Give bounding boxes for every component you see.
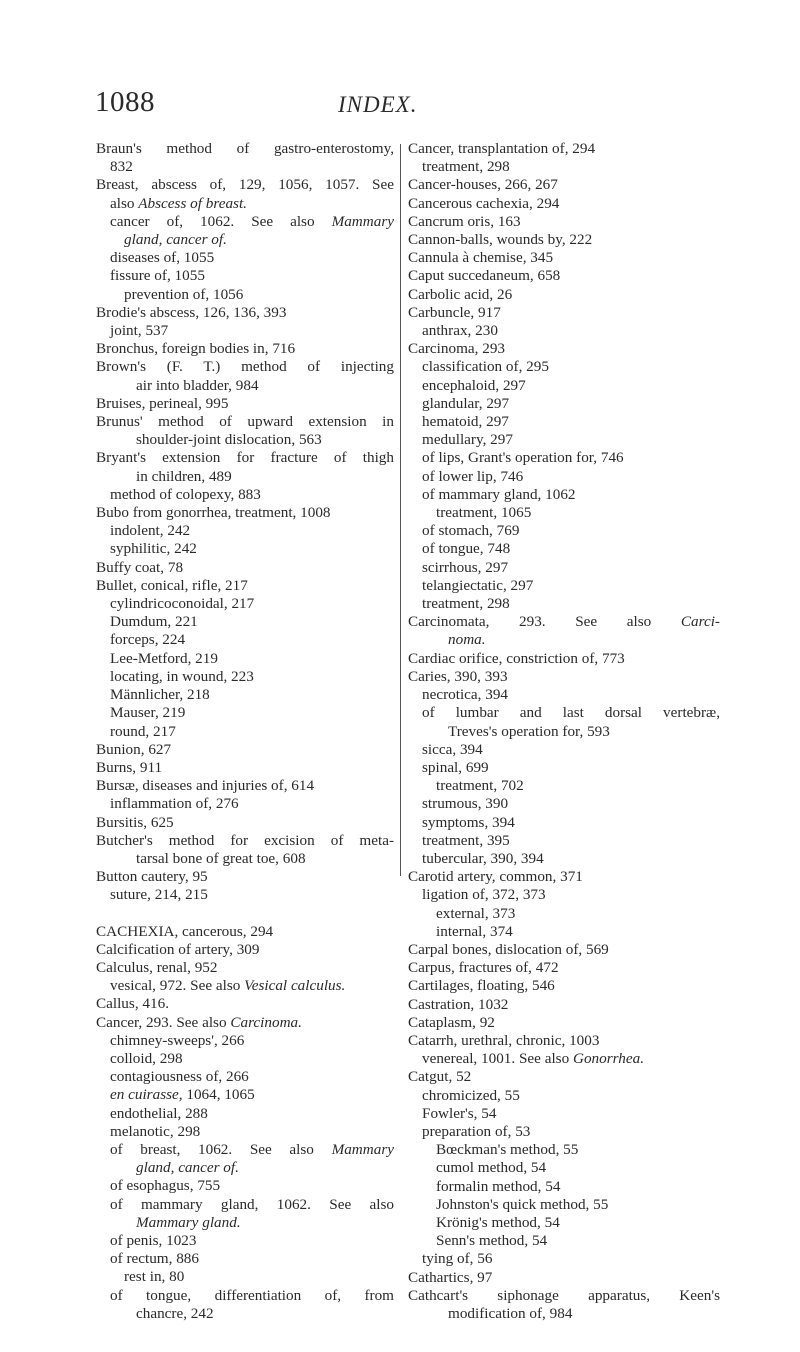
- index-entry: [96, 777, 394, 795]
- index-entry: [96, 1177, 394, 1195]
- index-entry: [96, 850, 394, 868]
- index-entry: [96, 613, 394, 631]
- index-entry: [96, 1141, 394, 1159]
- entry-text: Carbuncle, 917: [408, 303, 501, 321]
- entry-text: Cataplasm, 92: [408, 1013, 495, 1031]
- index-entry: [408, 759, 720, 777]
- entry-text: spinal, 699: [422, 758, 489, 776]
- entry-text: Johnston's quick method, 55: [436, 1195, 609, 1213]
- index-entry: [408, 1050, 720, 1068]
- entry-text: hematoid, 297: [422, 413, 509, 431]
- entry-text: contagiousness of, 266: [110, 1068, 249, 1086]
- entry-text: Bœckman's method, 55: [436, 1141, 579, 1159]
- entry-text: Breast, abscess of, 129, 1056, 1057. See: [96, 176, 394, 194]
- index-column-left: [96, 140, 394, 1323]
- entry-text: forceps, 224: [110, 631, 186, 649]
- entry-text: round, 217: [110, 722, 176, 740]
- entry-cross-reference: Carcinoma.: [230, 1013, 302, 1031]
- entry-text: Cancer, transplantation of, 294: [408, 140, 596, 157]
- index-entry: [96, 395, 394, 413]
- entry-text: Burns, 911: [96, 758, 163, 776]
- entry-text: preparation of, 53: [422, 1122, 531, 1140]
- index-entry: [96, 923, 394, 941]
- index-entry: [408, 504, 720, 522]
- entry-text: sicca, 394: [422, 740, 483, 758]
- index-entry: [96, 1287, 394, 1305]
- entry-text: Callus, 416.: [96, 995, 169, 1013]
- entry-text: inflammation of, 276: [110, 795, 239, 813]
- index-entry: [96, 704, 394, 722]
- entry-text: Bursæ, diseases and injuries of, 614: [96, 777, 315, 795]
- entry-text: Lee-Metford, 219: [110, 649, 218, 667]
- entry-text: Bunion, 627: [96, 740, 172, 758]
- index-entry: [96, 941, 394, 959]
- index-entry: [408, 905, 720, 923]
- entry-text: of mammary gland, 1062: [422, 485, 576, 503]
- entry-text: Brown's (F. T.) method of injecting: [96, 358, 394, 376]
- entry-text: strumous, 390: [422, 795, 509, 813]
- entry-text: Treves's operation for, 593: [448, 722, 610, 740]
- index-entry: [408, 486, 720, 504]
- entry-text: chimney-sweeps', 266: [110, 1031, 245, 1049]
- entry-text: Krönig's method, 54: [436, 1213, 560, 1231]
- entry-text: cumol method, 54: [436, 1159, 547, 1177]
- index-entry: [96, 814, 394, 832]
- index-entry: [408, 413, 720, 431]
- index-entry: [408, 559, 720, 577]
- entry-cross-reference: Mammary: [331, 1140, 394, 1158]
- entry-text: melanotic, 298: [110, 1122, 201, 1140]
- entry-text: Cancer, 293. See also: [96, 1013, 231, 1031]
- entry-text: Bursitis, 625: [96, 813, 174, 831]
- index-entry: [96, 832, 394, 850]
- index-entry: [96, 1196, 394, 1214]
- index-entry: [408, 814, 720, 832]
- index-entry: [408, 1105, 720, 1123]
- index-entry: [408, 1305, 720, 1323]
- index-entry: [96, 668, 394, 686]
- index-entry: [96, 1232, 394, 1250]
- index-entry: [408, 1232, 720, 1250]
- entry-text: Cathcart's siphonage apparatus, Keen's: [408, 1286, 720, 1304]
- entry-text: Button cautery, 95: [96, 868, 208, 886]
- entry-text: Bryant's extension for fracture of thigh: [96, 449, 394, 467]
- entry-text: of lower lip, 746: [422, 467, 524, 485]
- index-entry: [408, 176, 720, 194]
- entry-text: indolent, 242: [110, 522, 191, 540]
- entry-text: of breast, 1062. See also: [110, 1140, 332, 1158]
- index-entry: [408, 613, 720, 631]
- entry-text: Fowler's, 54: [422, 1104, 497, 1122]
- entry-text: Cannon-balls, wounds by, 222: [408, 231, 593, 249]
- index-entry: [96, 1159, 394, 1177]
- index-entry: [96, 140, 394, 158]
- index-entry: [408, 650, 720, 668]
- index-entry: [96, 631, 394, 649]
- entry-text: of esophagus, 755: [110, 1177, 221, 1195]
- entry-text: Catgut, 52: [408, 1068, 472, 1086]
- entry-cross-reference: en cuirasse,: [110, 1086, 183, 1104]
- entry-text: Bubo from gonorrhea, treatment, 1008: [96, 504, 331, 522]
- entry-text: treatment, 702: [436, 777, 524, 795]
- index-entry: [96, 959, 394, 977]
- index-entry: [408, 267, 720, 285]
- entry-text: 832: [110, 158, 133, 176]
- entry-text: Carotid artery, common, 371: [408, 868, 583, 886]
- index-entry: [408, 850, 720, 868]
- entry-text: treatment, 298: [422, 595, 510, 613]
- index-entry: [96, 795, 394, 813]
- index-entry: [408, 832, 720, 850]
- index-entry: [408, 195, 720, 213]
- index-entry: [96, 1032, 394, 1050]
- index-entry: [96, 741, 394, 759]
- index-entry: [408, 996, 720, 1014]
- entry-text: tarsal bone of great toe, 608: [136, 849, 306, 867]
- entry-cross-reference: noma.: [448, 631, 486, 649]
- index-entry: [96, 286, 394, 304]
- index-entry: [96, 759, 394, 777]
- index-entry: [96, 577, 394, 595]
- section-gap: [96, 905, 394, 923]
- index-entry: [96, 650, 394, 668]
- entry-text: Brodie's abscess, 126, 136, 393: [96, 303, 287, 321]
- index-entry: [96, 231, 394, 249]
- entry-text: Bullet, conical, rifle, 217: [96, 576, 248, 594]
- index-entry: [408, 468, 720, 486]
- index-entry: [408, 704, 720, 722]
- index-entry: [408, 286, 720, 304]
- entry-text: of lumbar and last dorsal vertebræ,: [422, 704, 720, 722]
- entry-text: tying of, 56: [422, 1250, 493, 1268]
- index-entry: [408, 777, 720, 795]
- entry-text: Braun's method of gastro-enterostomy,: [96, 140, 394, 157]
- index-entry: [408, 1123, 720, 1141]
- index-entry: [408, 377, 720, 395]
- entry-text: formalin method, 54: [436, 1177, 561, 1195]
- index-entry: [96, 1105, 394, 1123]
- entry-text: Butcher's method for excision of meta-: [96, 831, 394, 849]
- running-title: INDEX.: [338, 92, 418, 117]
- index-entry: [408, 231, 720, 249]
- entry-text: Cartilages, floating, 546: [408, 977, 555, 995]
- entry-text: also: [110, 194, 139, 212]
- entry-text: Calculus, renal, 952: [96, 958, 218, 976]
- entry-text: Bronchus, foreign bodies in, 716: [96, 340, 296, 358]
- index-entry: [96, 1214, 394, 1232]
- index-entry: [408, 1269, 720, 1287]
- index-entry: [408, 941, 720, 959]
- entry-text: Cardiac orifice, constriction of, 773: [408, 649, 625, 667]
- index-entry: [96, 723, 394, 741]
- entry-text: treatment, 298: [422, 158, 510, 176]
- entry-text: CACHEXIA, cancerous, 294: [96, 922, 274, 940]
- entry-cross-reference: Mammary: [331, 212, 394, 230]
- index-entry: [96, 322, 394, 340]
- entry-cross-reference: gland, cancer of.: [136, 1159, 239, 1177]
- entry-text: Cancerous cachexia, 294: [408, 194, 560, 212]
- index-entry: [408, 1178, 720, 1196]
- entry-text: Cannula à chemise, 345: [408, 249, 554, 267]
- entry-text: of penis, 1023: [110, 1231, 197, 1249]
- entry-text: locating, in wound, 223: [110, 667, 254, 685]
- index-entry: [408, 522, 720, 540]
- index-entry: [408, 723, 720, 741]
- index-entry: [96, 158, 394, 176]
- entry-text: chancre, 242: [136, 1304, 214, 1322]
- entry-text: Carpus, fractures of, 472: [408, 959, 559, 977]
- entry-text: suture, 214, 215: [110, 886, 208, 904]
- entry-text: telangiectatic, 297: [422, 576, 534, 594]
- entry-text: glandular, 297: [422, 394, 510, 412]
- entry-text: Bruises, perineal, 995: [96, 394, 229, 412]
- index-entry: [408, 322, 720, 340]
- entry-text: colloid, 298: [110, 1049, 183, 1067]
- index-entry: [96, 486, 394, 504]
- entry-text: of tongue, differentiation of, from: [110, 1286, 394, 1304]
- entry-text: modification of, 984: [448, 1305, 573, 1322]
- index-entry: [408, 795, 720, 813]
- index-entry: [408, 977, 720, 995]
- index-entry: [96, 1050, 394, 1068]
- entry-text: diseases of, 1055: [110, 249, 215, 267]
- entry-text: Dumdum, 221: [110, 613, 198, 631]
- index-entry: [408, 540, 720, 558]
- page-header: [0, 86, 800, 126]
- index-entry: [96, 176, 394, 194]
- index-entry: [96, 540, 394, 558]
- index-entry: [408, 1250, 720, 1268]
- index-entry: [408, 358, 720, 376]
- entry-text: chromicized, 55: [422, 1086, 520, 1104]
- entry-text: Buffy coat, 78: [96, 558, 184, 576]
- entry-text: rest in, 80: [124, 1268, 185, 1286]
- entry-text: prevention of, 1056: [124, 285, 244, 303]
- index-entry: [408, 668, 720, 686]
- index-entry: [96, 868, 394, 886]
- index-entry: [408, 158, 720, 176]
- entry-text: Männlicher, 218: [110, 686, 210, 704]
- entry-text: symptoms, 394: [422, 813, 515, 831]
- index-entry: [96, 595, 394, 613]
- entry-text: Carcinomata, 293. See also: [408, 613, 681, 631]
- entry-cross-reference: Abscess of breast.: [138, 194, 247, 212]
- index-entry: [408, 577, 720, 595]
- index-entry: [96, 413, 394, 431]
- index-entry: [96, 449, 394, 467]
- index-entry: [96, 559, 394, 577]
- index-entry: [96, 886, 394, 904]
- index-entry: [96, 1123, 394, 1141]
- index-entry: [96, 1305, 394, 1323]
- entry-text: Carbolic acid, 26: [408, 285, 513, 303]
- index-entry: [408, 631, 720, 649]
- entry-text: of stomach, 769: [422, 522, 520, 540]
- entry-text: cylindricoconoidal, 217: [110, 595, 255, 613]
- entry-text: medullary, 297: [422, 431, 513, 449]
- index-entry: [96, 522, 394, 540]
- index-entry: [408, 1214, 720, 1232]
- index-entry: [408, 923, 720, 941]
- entry-text: of tongue, 748: [422, 540, 511, 558]
- index-entry: [408, 249, 720, 267]
- entry-text: endothelial, 288: [110, 1104, 208, 1122]
- index-entry: [408, 1087, 720, 1105]
- index-entry: [96, 1014, 394, 1032]
- entry-text: method of colopexy, 883: [110, 485, 261, 503]
- entry-text: fissure of, 1055: [110, 267, 205, 285]
- entry-text: joint, 537: [110, 322, 169, 340]
- index-entry: [96, 358, 394, 376]
- index-entry: [408, 1014, 720, 1032]
- index-entry: [96, 431, 394, 449]
- entry-text: vesical, 972. See also: [110, 977, 245, 995]
- entry-text: Mauser, 219: [110, 704, 186, 722]
- entry-cross-reference: Carci-: [680, 613, 720, 631]
- index-entry: [408, 741, 720, 759]
- entry-text: classification of, 295: [422, 358, 549, 376]
- index-entry: [96, 340, 394, 358]
- entry-text: cancer of, 1062. See also: [110, 212, 332, 230]
- entry-text: syphilitic, 242: [110, 540, 197, 558]
- entry-text: Senn's method, 54: [436, 1232, 548, 1250]
- entry-cross-reference: Vesical calculus.: [244, 977, 346, 995]
- index-entry: [96, 195, 394, 213]
- index-entry: [408, 1068, 720, 1086]
- entry-pages: 1064, 1065: [182, 1086, 255, 1104]
- entry-text: Carpal bones, dislocation of, 569: [408, 940, 609, 958]
- index-entry: [408, 340, 720, 358]
- index-entry: [408, 1287, 720, 1305]
- entry-text: Caput succedaneum, 658: [408, 267, 561, 285]
- index-entry: [96, 1268, 394, 1286]
- index-entry: [408, 213, 720, 231]
- index-entry: [408, 959, 720, 977]
- index-entry: [96, 377, 394, 395]
- entry-cross-reference: Gonorrhea.: [572, 1050, 645, 1068]
- index-entry: [408, 868, 720, 886]
- entry-cross-reference: Mammary gland.: [136, 1213, 241, 1231]
- index-entry: [96, 213, 394, 231]
- index-entry: [408, 449, 720, 467]
- index-entry: [96, 504, 394, 522]
- entry-text: Caries, 390, 393: [408, 667, 508, 685]
- entry-text: shoulder-joint dislocation, 563: [136, 431, 322, 449]
- index-entry: [96, 267, 394, 285]
- entry-text: treatment, 395: [422, 831, 510, 849]
- entry-text: of rectum, 886: [110, 1250, 199, 1268]
- entry-text: venereal, 1001. See also: [422, 1050, 573, 1068]
- entry-text: Castration, 1032: [408, 995, 509, 1013]
- index-entry: [96, 249, 394, 267]
- index-entry: [96, 1068, 394, 1086]
- entry-cross-reference: gland, cancer of.: [124, 231, 227, 249]
- index-entry: [408, 431, 720, 449]
- entry-text: Cancer-houses, 266, 267: [408, 176, 558, 194]
- index-entry: [408, 1141, 720, 1159]
- index-entry: [96, 995, 394, 1013]
- index-entry: [408, 1032, 720, 1050]
- entry-text: encephaloid, 297: [422, 376, 526, 394]
- entry-text: air into bladder, 984: [136, 376, 259, 394]
- entry-text: Catarrh, urethral, chronic, 1003: [408, 1031, 600, 1049]
- index-entry: [408, 1196, 720, 1214]
- entry-text: tubercular, 390, 394: [422, 849, 544, 867]
- entry-text: external, 373: [436, 904, 516, 922]
- index-entry: [408, 395, 720, 413]
- index-entry: [408, 304, 720, 322]
- index-entry: [96, 1086, 394, 1104]
- entry-text: Carcinoma, 293: [408, 340, 506, 358]
- entry-text: in children, 489: [136, 467, 232, 485]
- entry-text: Calcification of artery, 309: [96, 940, 260, 958]
- index-entry: [408, 686, 720, 704]
- index-entry: [408, 140, 720, 158]
- index-entry: [408, 886, 720, 904]
- index-entry: [96, 304, 394, 322]
- entry-text: anthrax, 230: [422, 322, 498, 340]
- entry-text: of mammary gland, 1062. See also: [110, 1195, 394, 1213]
- page-number: 1088: [95, 86, 155, 118]
- index-entry: [96, 686, 394, 704]
- entry-text: Brunus' method of upward extension in: [96, 413, 394, 431]
- entry-text: Cathartics, 97: [408, 1268, 493, 1286]
- entry-text: of lips, Grant's operation for, 746: [422, 449, 624, 467]
- index-entry: [408, 595, 720, 613]
- entry-text: necrotica, 394: [422, 686, 509, 704]
- column-divider: [400, 144, 401, 876]
- index-entry: [408, 1159, 720, 1177]
- index-entry: [96, 1250, 394, 1268]
- entry-text: scirrhous, 297: [422, 558, 509, 576]
- entry-text: ligation of, 372, 373: [422, 886, 546, 904]
- entry-text: treatment, 1065: [436, 504, 532, 522]
- index-entry: [96, 468, 394, 486]
- entry-text: Cancrum oris, 163: [408, 212, 521, 230]
- index-column-right: [408, 140, 720, 1323]
- index-entry: [96, 977, 394, 995]
- entry-text: internal, 374: [436, 922, 513, 940]
